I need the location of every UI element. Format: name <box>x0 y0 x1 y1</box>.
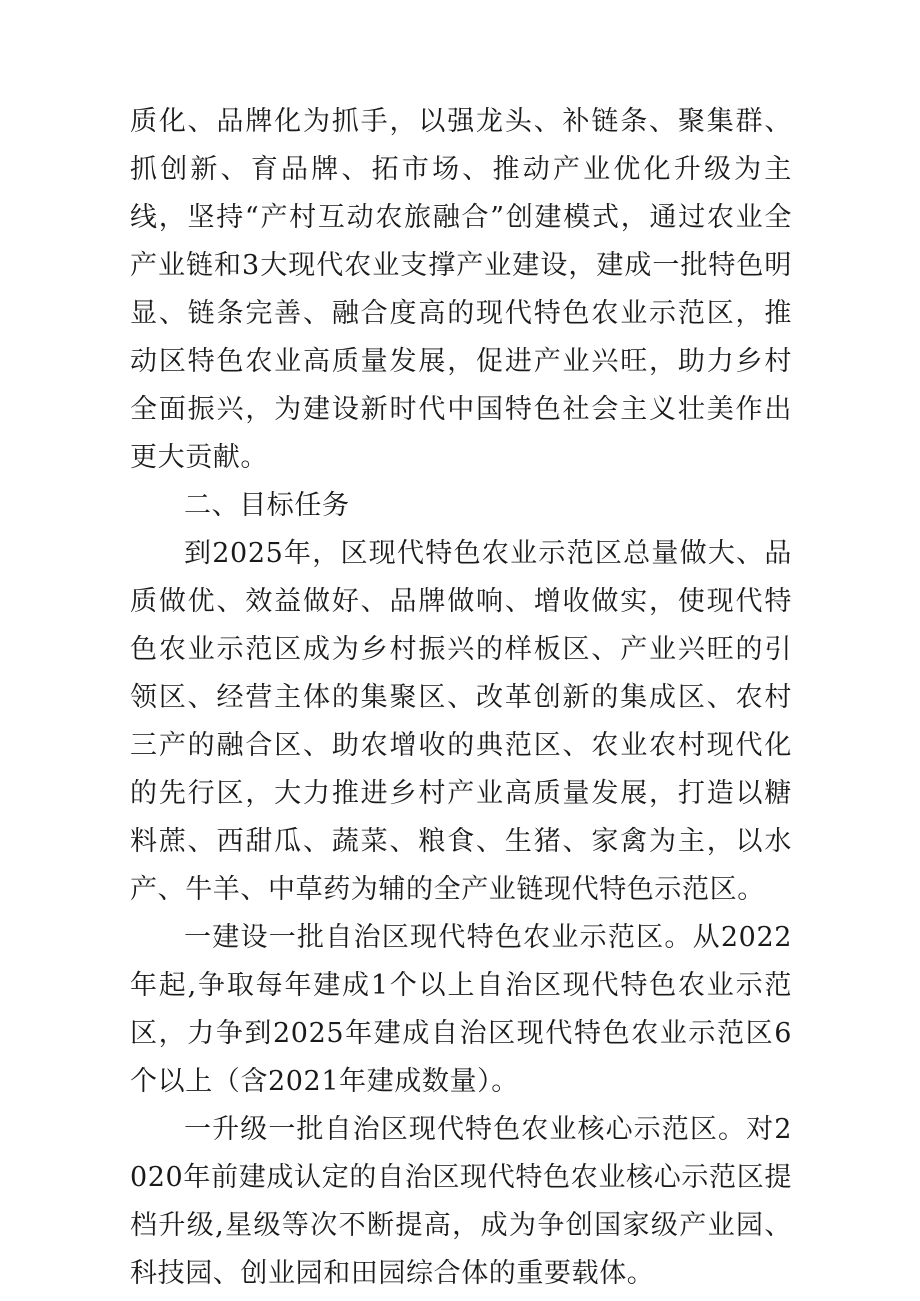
document-body <box>130 98 792 1298</box>
paragraph-upgrade-core-zones: 一升级一批自治区现代特色农业核心示范区。对2020年前建成认定的自治区现代特色农业核心示范区提档升级,星级等次不断提高，成为争创国家级产业园、科技园、创业园和田园综合体的重要载体。 <box>130 1114 792 1289</box>
paragraph-continuation: 质化、品牌化为抓手，以强龙头、补链条、聚集群、抓创新、育品牌、拓市场、推动产业优化升级为主线，坚持“产村互动农旅融合”创建模式，通过农业全产业链和3大现代农业支撑产业建设，建成一批特色明显、链条完善、融合度高的现代特色农业示范区，推动区特色农业高质量发展，促进产业兴旺，助力乡村全面振兴，为建设新时代中国特色社会主义壮美作出更大贡献。 <box>130 106 792 473</box>
paragraph-build-demo-zones: 一建设一批自治区现代特色农业示范区。从2022年起,争取每年建成1个以上自治区现代特色农业示范区，力争到2025年建成自治区现代特色农业示范区6个以上（含2021年建成数量）。 <box>130 922 792 1097</box>
section-heading-targets: 二、目标任务 <box>184 490 350 521</box>
paragraph-targets-2025: 到2025年，区现代特色农业示范区总量做大、品质做优、效益做好、品牌做响、增收做实，使现代特色农业示范区成为乡村振兴的样板区、产业兴旺的引领区、经营主体的集聚区、改革创新的集成区、农村三产的融合区、助农增收的典范区、农业农村现代化的先行区，大力推进乡村产业高质量发展，打造以糖料蔗、西甜瓜、蔬菜、粮食、生猪、家禽为主，以水产、牛羊、中草药为辅的全产业链现代特色示范区。 <box>130 538 792 905</box>
